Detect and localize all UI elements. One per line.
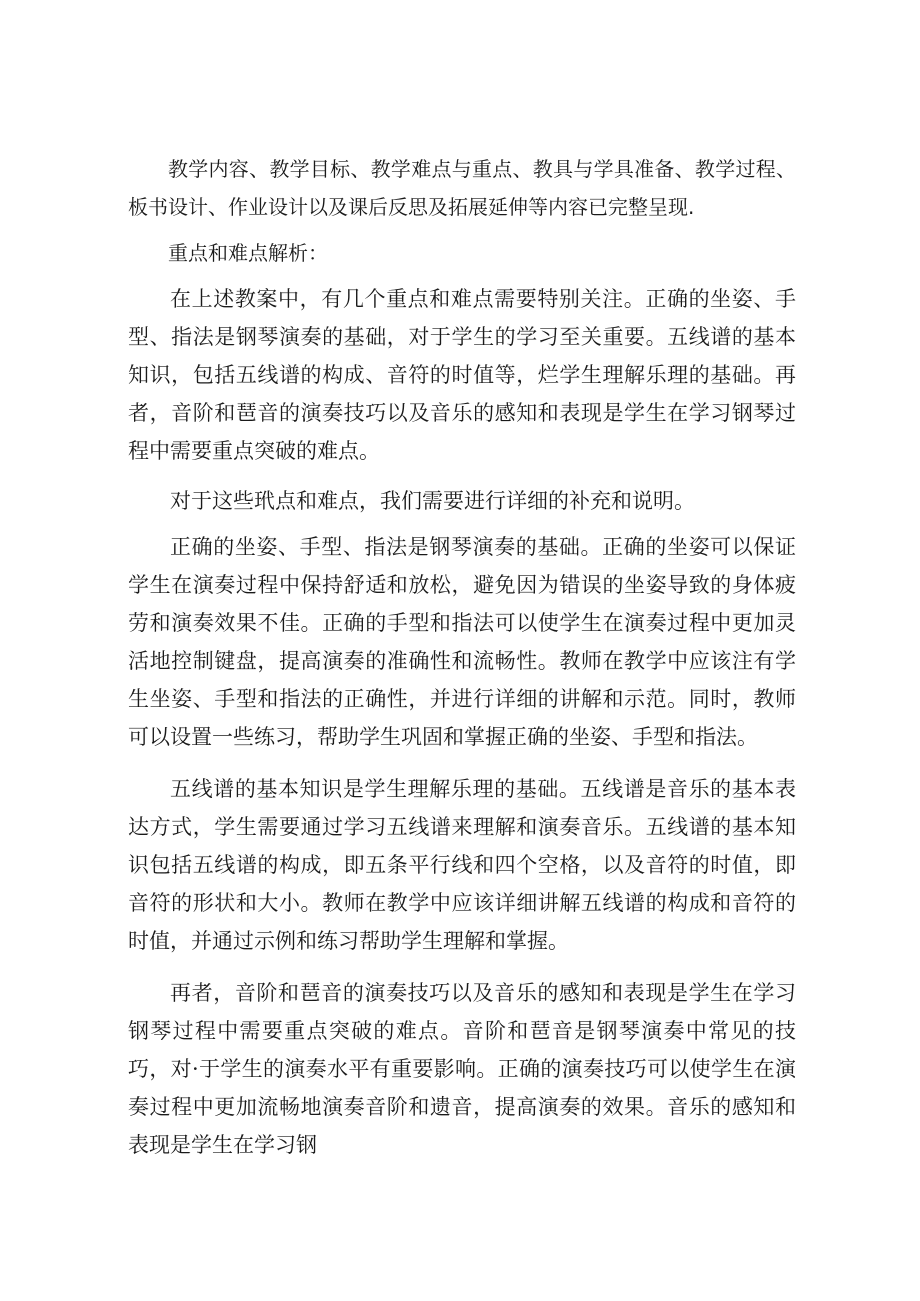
body-paragraph: 正确的坐姿、手型、指法是钢琴演奏的基础。正确的坐姿可以保证学生在演奏过程中保持舒适和放松，避免因为错误的坐姿导致的身体疲劳和演奏效果不佳。正确的手型和指法可以使学生在演奏过程中更加灵活地控制键盘，提高演奏的准确性和流畅性。教师在教学中应该注有学生坐姿、手型和指法的正确性，并进行详细的讲解和示范。同时，教师可以设置一些练习，帮助学生巩固和掌握正确的坐姿、手型和指法。 [128, 535, 796, 749]
body-paragraph: 五线谱的基本知识是学生理解乐理的基础。五线谱是音乐的基本表达方式，学生需要通过学习五线谱来理解和演奏音乐。五线谱的基本知识包括五线谱的构成，即五条平行线和四个空格，以及音符的时值，即音符的形状和大小。教师在教学中应该详细讲解五线谱的构成和音符的时值，并通过示例和练习帮助学生理解和掌握。 [128, 777, 796, 953]
body-paragraph: 再者，音阶和琶音的演奏技巧以及音乐的感知和表现是学生在学习钢琴过程中需要重点突破的难点。音阶和琶音是钢琴演奏中常见的技巧，对·于学生的演奏水平有重要影响。正确的演奏技巧可以使学生在演奏过程中更加流畅地演奏音阶和遗音，提高演奏的效果。音乐的感知和表现是学生在学习钢 [128, 981, 796, 1157]
body-paragraph: 对于这些玳点和难点，我们需要进行详细的补充和说明。 [170, 489, 695, 513]
summary-paragraph: 教学内容、教学目标、教学难点与重点、教具与学具准备、教学过程、板书设计、作业设计以及课后反思及拓展延伸等内容已完整呈现. [128, 157, 796, 219]
body-paragraph: 在上述教案中，有几个重点和难点需要特别关注。正确的坐姿、手型、指法是钢琴演奏的基础，对于学生的学习至关重要。五线谱的基本知识，包括五线谱的构成、音符的时值等，烂学生理解乐理的基础。再者，音阶和琶音的演奏技巧以及音乐的感知和表现是学生在学习钢琴过程中需要重点突破的难点。 [128, 287, 796, 463]
document-body [128, 150, 796, 1164]
section-heading: 重点和难点解析： [168, 241, 328, 265]
